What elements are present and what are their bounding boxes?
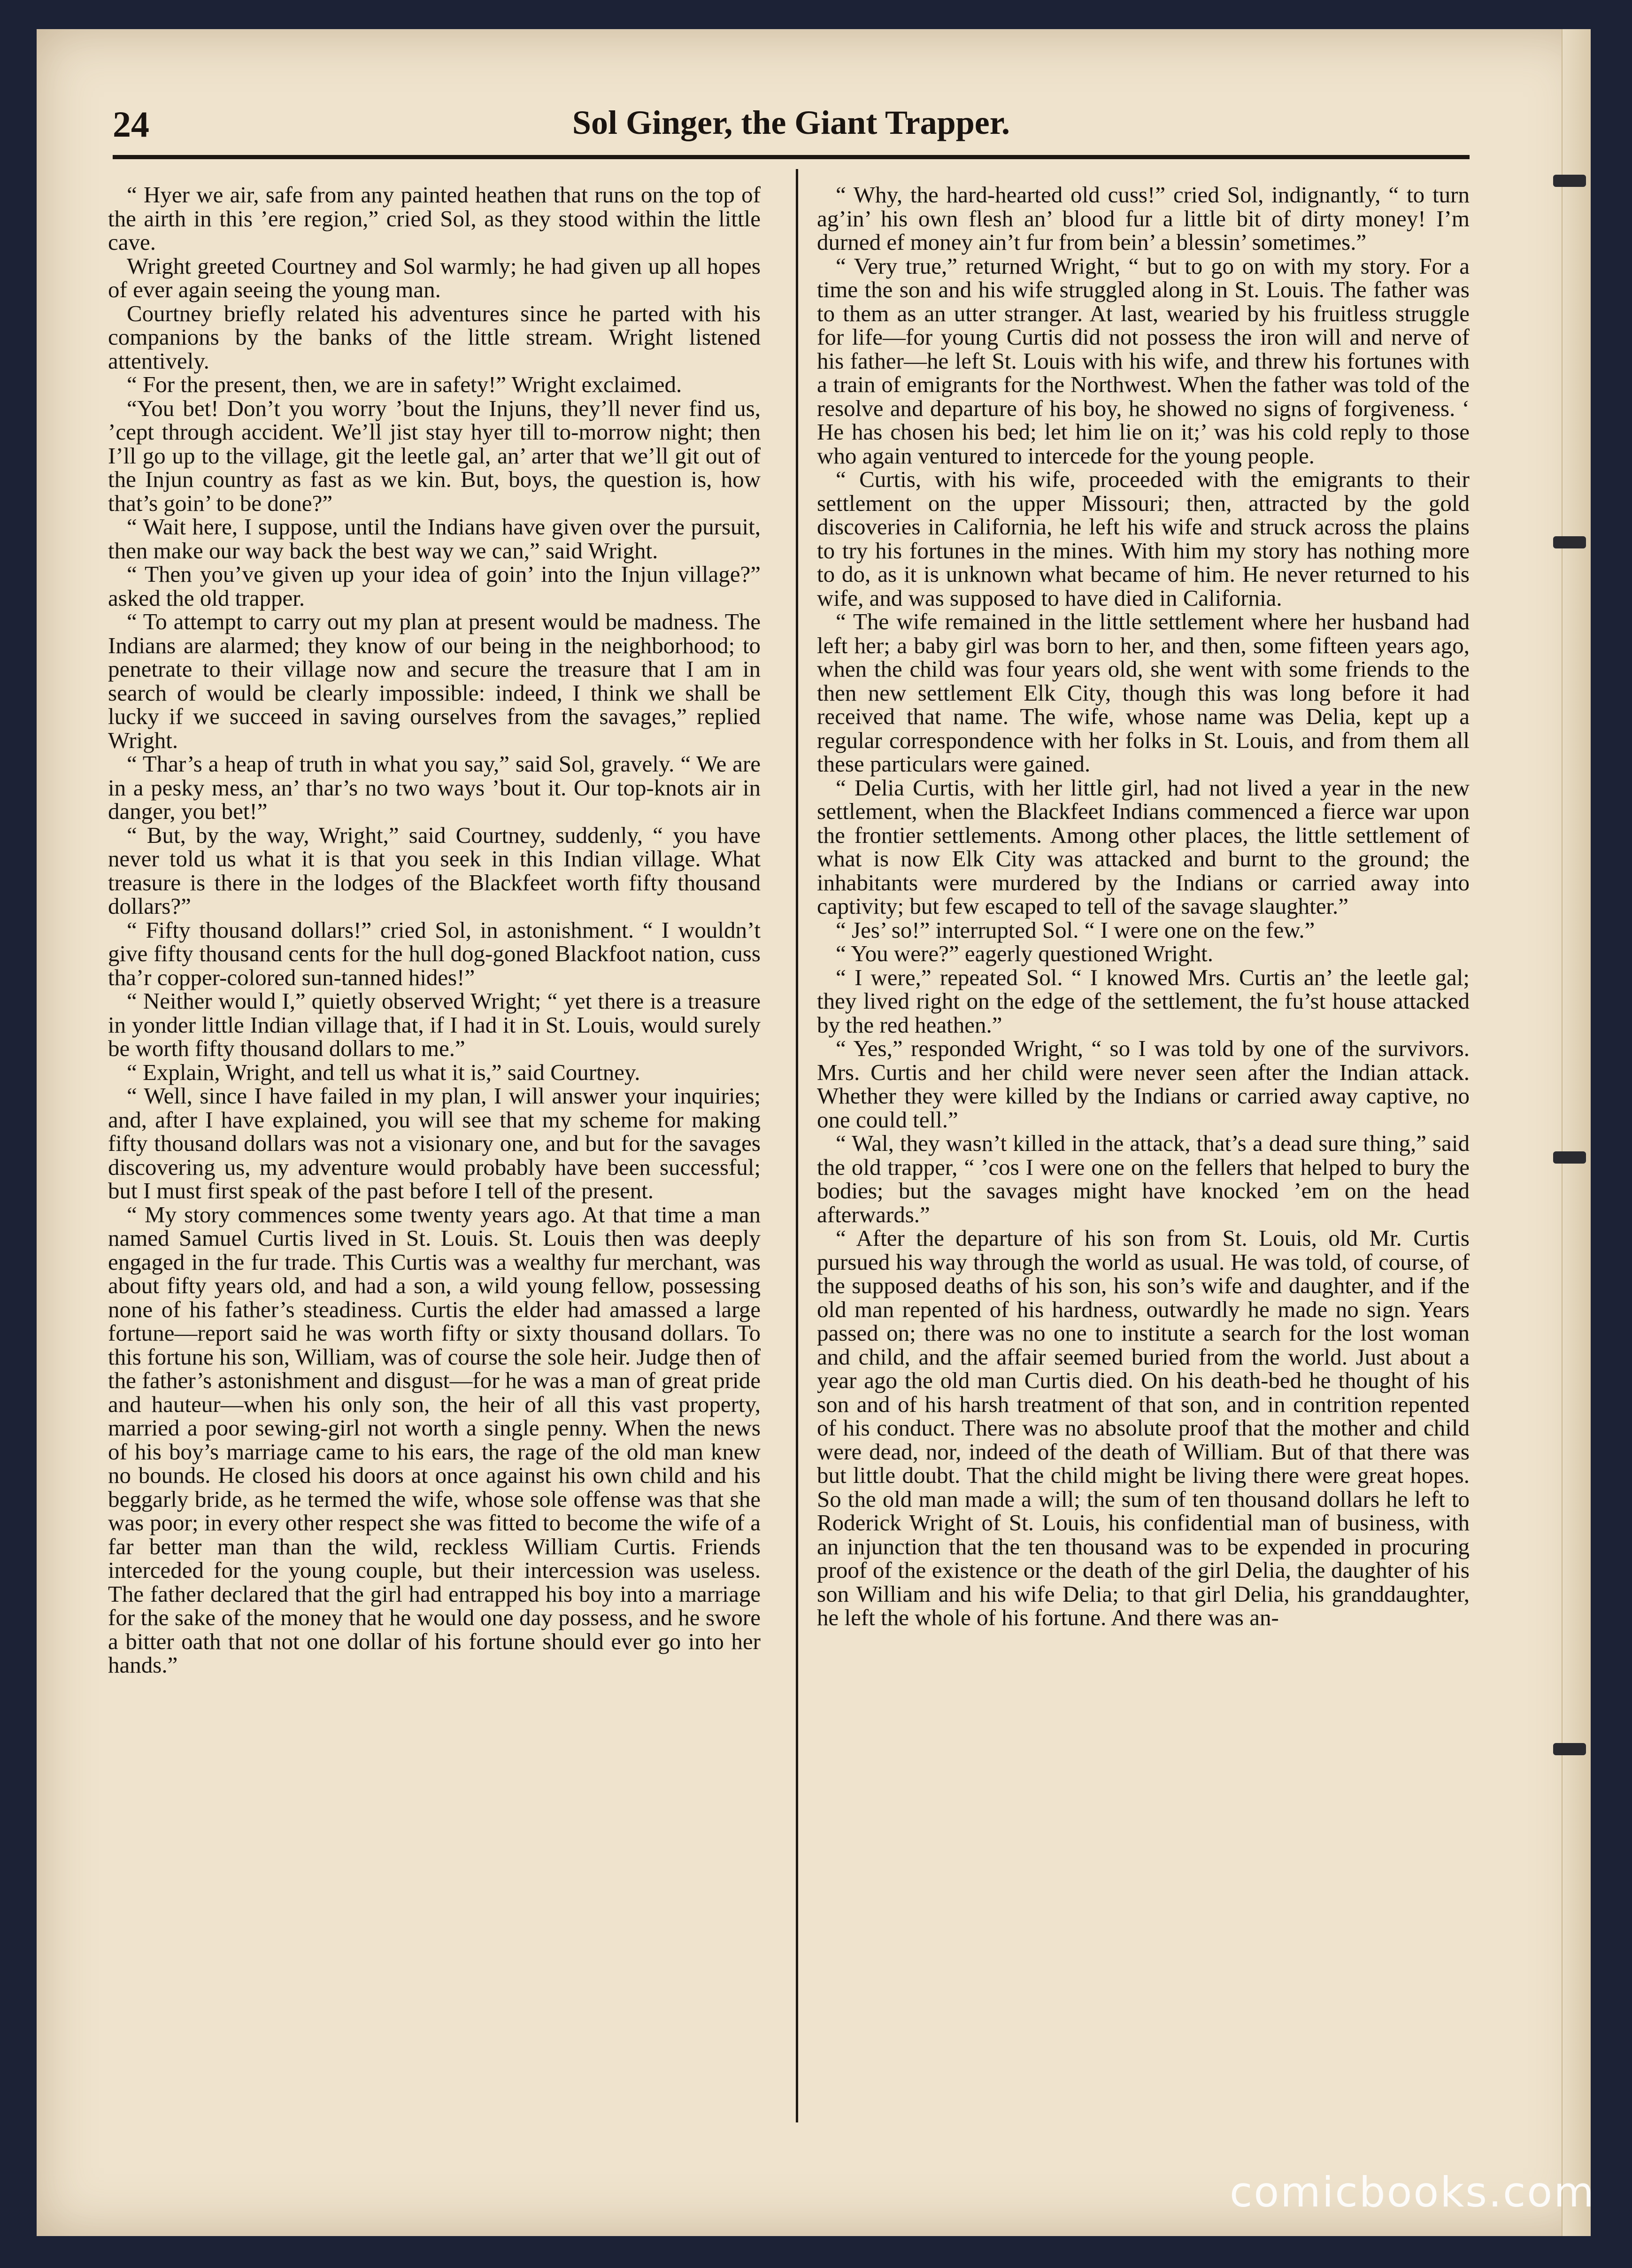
paragraph: “ Wait here, I suppose, until the Indians have given over the pursuit, then make our way back the best way we can,” said Wright. [108,514,761,563]
paragraph: “ To attempt to carry out my plan at present would be madness. The Indians are alarmed; they know of our being in the neighborhood; to penetrate to their village now and secure the treasure that I am in search of would be clearly impossible: indeed, I think we shall be lucky if we succeed in saving ourselves from the savages,” replied Wright. [108,609,761,753]
page-edge [1562,29,1591,2236]
paragraph: “ My story commences some twenty years ago. At that time a man named Samuel Curtis lived in St. Louis. St. Louis then was deeply engaged in the fur trade. This Curtis was a wealthy fur merchant, was about fifty years old, and had a son, a wild young fellow, possessing none of his father’s steadiness. Curtis the elder had amassed a large fortune—report said he was worth fifty or sixty thousand dollars. To this fortune his son, William, was of course the sole heir. Judge then of the father’s astonishment and disgust—for he was a man of great pride and hauteur—when his only son, the heir of all this vast property, married a poor sewing-girl not worth a single penny. When the news of his boy’s marriage came to his ears, the rage of the old man knew no bounds. He closed his doors at once against his own child and his beggarly bride, as he termed the wife, whose sole offense was that she was poor; in every other respect she was fitted to become the wife of a far better man than the wild, reckless William Curtis. Friends interceded for the young couple, but their intercession was useless. The father declared that the girl had entrapped his boy into a marriage for the sake of the money that he would one day possess, and he swore a bitter oath that not one dollar of his fortune should ever go into her hands.” [108,1201,761,1678]
paragraph: “ Explain, Wright, and tell us what it is,” said Courtney. [127,1059,640,1085]
paragraph: “ Why, the hard-hearted old cuss!” cried Sol, indignantly, “ to turn ag’in’ his own flesh an’ blood fur a little bit of dirty money! I’m durned ef money ain’t fur from bein’ a blessin’ sometimes.” [817,183,1470,255]
paragraph: “ Wal, they wasn’t killed in the attack, that’s a dead sure thing,” said the old trapper, “ ’cos I were one on the fellers that helped to bury the bodies; but the savages might have knocked ’em on the head afterwards.” [817,1130,1470,1227]
paragraph: “You bet! Don’t you worry ’bout the Injuns, they’ll never find us, ’cept through accident. We’ll jist stay hyer till to-morrow night; then I’ll go up to the village, git the leetle gal, an’ arter that we’ll git out of the Injun country as fast as we kin. But, boys, the question is, how that’s goin’ to be done?” [108,395,761,516]
left-column [108,183,761,2122]
paragraph: “ Yes,” responded Wright, “ so I was told by one of the survivors. Mrs. Curtis and her child were never seen after the Indian attack. Whether they were killed by the Indians or carried away captive, no one could tell.” [817,1035,1470,1133]
paragraph: “ Neither would I,” quietly observed Wright; “ yet there is a treasure in yonder little Indian village that, if I had it in St. Louis, would surely be worth fifty thousand dollars to me.” [108,988,761,1061]
running-title: Sol Ginger, the Giant Trapper. [572,104,1010,141]
paragraph: Wright greeted Courtney and Sol warmly; he had given up all hopes of ever again seeing the young man. [108,253,761,302]
page-header [113,80,1470,164]
paragraph: “ Very true,” returned Wright, “ but to go on with my story. For a time the son and his wife struggled along in St. Louis. The father was to them as an utter stranger. At last, wearied by his fruitless struggle for life—for young Curtis did not possess the iron will and nerve of his father—he left St. Louis with his wife, and threw his fortunes with a train of emigrants for the Northwest. When the father was told of the resolve and departure of his boy, he showed no signs of forgiveness. ‘ He has chosen his bed; let him lie on it;’ was his cold reply to those who again ventured to intercede for the young people. [817,253,1470,469]
paragraph: “ The wife remained in the little settlement where her husband had left her; a baby girl was born to her, and then, some fifteen years ago, when the child was four years old, she went with some friends to the then new settlement Elk City, though this was long before it had received that name. The wife, whose name was Delia, kept up a regular correspondence with her folks in St. Louis, and from them all these particulars were gained. [817,609,1470,777]
paragraph: “ Well, since I have failed in my plan, I will answer your inquiries; and, after I have explained, you will see that my scheme for making fifty thousand dollars was not a visionary one, and but for the savages discovering us, my adventure would probably have been successful; but I must first speak of the past before I tell of the present. [108,1083,761,1203]
paragraph: “ But, by the way, Wright,” said Courtney, suddenly, “ you have never told us what it is that you seek in this Indian village. What treasure is there in the lodges of the Blackfeet worth fifty thousand dollars?” [108,822,761,919]
paragraph: “ I were,” repeated Sol. “ I knowed Mrs. Curtis an’ the leetle gal; they lived right on the edge of the settlement, the fu’st house attacked by the red heathen.” [817,964,1470,1038]
paragraph: “ Delia Curtis, with her little girl, had not lived a year in the new settlement, when the Blackfeet Indians commenced a fierce war upon the frontier settlements. Among other places, the little settlement of what is now Elk City was attacked and burnt to the ground; the inhabitants were murdered by the Indians or carried away into captivity; but few escaped to tell of the savage slaughter.” [817,774,1470,919]
paragraph: “ After the departure of his son from St. Louis, old Mr. Curtis pursued his way through the world as usual. He was told, of course, of the supposed deaths of his son, his son’s wife and daughter, and if the old man repented of his hardness, outwardly he made no sign. Years passed on; there was no one to institute a search for the lost woman and child, and the affair seemed buried from the world. Just about a year ago the old man Curtis died. On his death-bed he thought of his son and of his harsh treatment of that son, and in contrition repented of his conduct. There was no absolute proof that the mother and child were dead, nor, indeed of the death of William. But of that there was but little doubt. That the child might be living there were great hopes. So the old man made a will; the sum of ten thousand dollars he left to Roderick Wright of St. Louis, his confidential man of business, with an injunction that the ten thousand was to be expended in procuring proof of the existence or the death of the girl Delia, the daughter of his son William and his wife Delia; to that girl Delia, his granddaughter, he left the whole of his fortune. And there was an- [817,1225,1470,1630]
paragraph: “ You were?” eagerly questioned Wright. [836,941,1214,966]
binding-staple [1553,175,1586,187]
header-rule [113,155,1470,159]
column-divider [796,169,798,2122]
binding-staple [1553,536,1586,548]
right-column [817,183,1470,2122]
page-number: 24 [113,104,149,145]
binding-staple [1553,1151,1586,1164]
paragraph: “ Thar’s a heap of truth in what you say,” said Sol, gravely. “ We are in a pesky mess, an’ thar’s no two ways ’bout it. Our top-knots air in danger, you bet!” [108,751,761,824]
paragraph: “ Curtis, with his wife, proceeded with the emigrants to their settlement on the upper Missouri; then, attracted by the gold discoveries in California, he left his wife and struck across the plains to try his fortunes in the mines. With him my story has nothing more to do, as it is unknown what became of him. He never returned to his wife, and was supposed to have died in California. [817,466,1470,611]
paragraph: “ Hyer we air, safe from any painted heathen that runs on the top of the airth in this ’ere region,” cried Sol, as they stood within the little cave. [108,183,761,255]
paragraph: “ Then you’ve given up your idea of goin’ into the Injun village?” asked the old trapper. [108,561,761,611]
paragraph: “ Fifty thousand dollars!” cried Sol, in astonishment. “ I wouldn’t give fifty thousand cents for the hull dog-goned Blackfoot nation, cuss tha’r copper-colored sun-tanned hides!” [108,917,761,990]
paragraph: “ Jes’ so!” interrupted Sol. “ I were one on the few.” [836,917,1315,943]
paragraph: “ For the present, then, we are in safety!” Wright exclaimed. [127,371,682,397]
paragraph: Courtney briefly related his adventures since he parted with his companions by the banks of the little stream. Wright listened attentively. [108,300,761,374]
binding-staple [1553,1743,1586,1755]
watermark: comicbooks.com [1229,2168,1595,2216]
